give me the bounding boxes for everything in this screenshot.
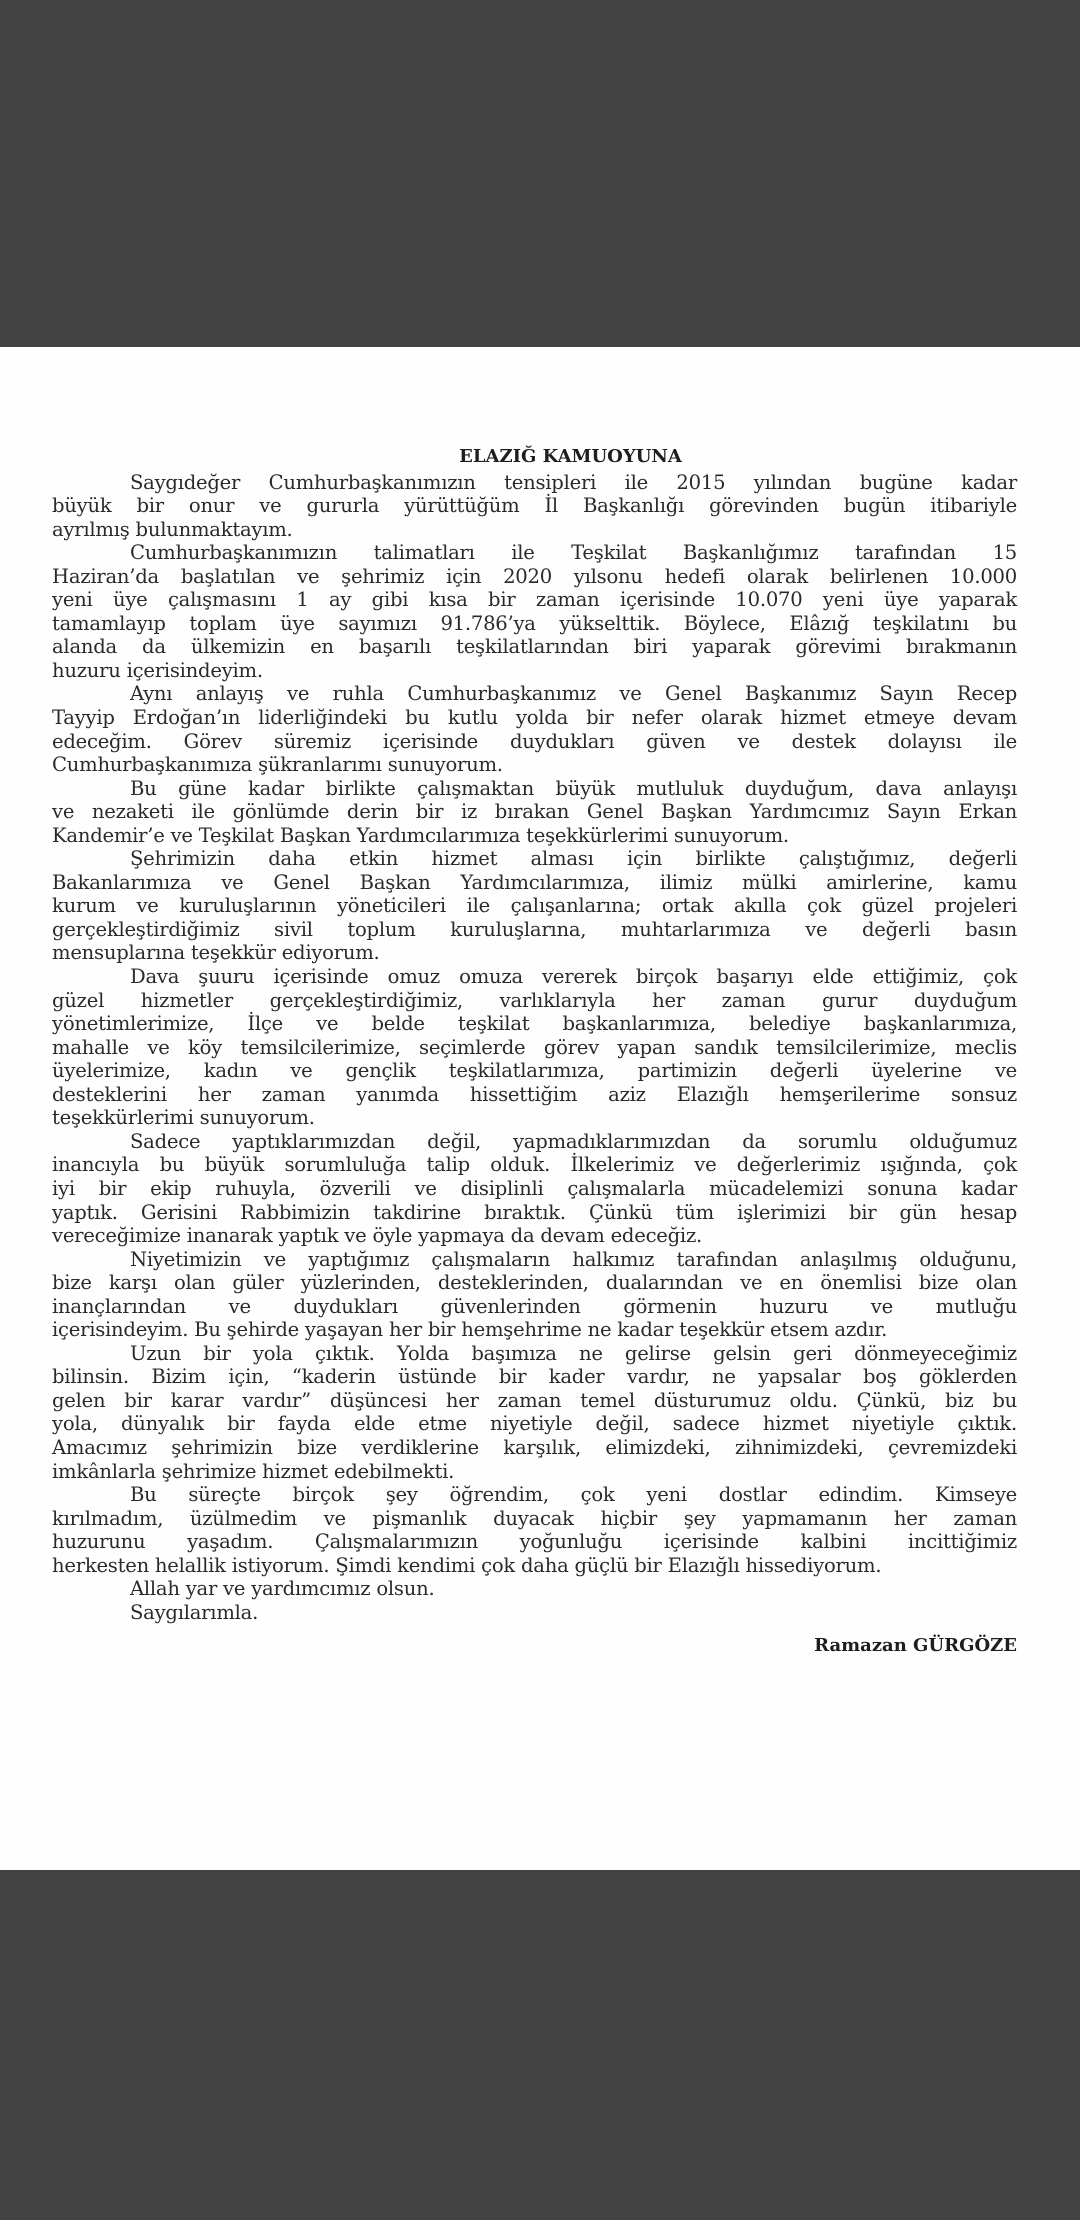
paragraph-line: vereceğimize inanarak yaptık ve öyle yapmaya da devam edeceğiz.: [52, 1224, 702, 1248]
paragraph-line: huzurunu yaşadım. Çalışmalarımızın yoğunluğu içerisinde kalbini incittiğimiz: [52, 1530, 1017, 1554]
paragraph-line: edeceğim. Görev süremiz içerisinde duydukları güven ve destek dolayısı ile: [52, 729, 1017, 753]
top-dark-band: [0, 0, 1080, 347]
paragraph-line: inançlarından ve duydukları güvenlerinden görmenin huzuru ve mutluğu: [52, 1294, 1017, 1318]
paragraph-line: gelen bir karar vardır” düşüncesi her zaman temel düsturumuz oldu. Çünkü, biz bu: [52, 1388, 1017, 1412]
document-page: [0, 347, 1080, 1870]
closing-line-2: Saygılarımla.: [130, 1600, 259, 1624]
paragraph: [52, 1483, 1017, 1577]
paragraph-line: yeni üye çalışmasını 1 ay gibi kısa bir zaman içerisinde 10.070 yeni üye yaparak: [52, 588, 1017, 612]
paragraph: [52, 471, 1017, 542]
paragraph: [52, 1248, 1017, 1342]
paragraph-line: desteklerini her zaman yanımda hissettiğim aziz Elazığlı hemşerilerime sonsuz: [52, 1082, 1017, 1106]
paragraph-line: kurum ve kuruluşlarının yöneticileri ile çalışanlarına; ortak akılla çok güzel projeleri: [52, 894, 1017, 918]
paragraph-line: Amacımız şehrimizin bize verdiklerine karşılık, elimizdeki, zihnimizdeki, çevremizdeki: [52, 1435, 1017, 1459]
paragraph-line: içerisindeyim. Bu şehirde yaşayan her bir hemşehrime ne kadar teşekkür etsem azdır.: [52, 1318, 888, 1342]
paragraph-line: ve nezaketi ile gönlümde derin bir iz bırakan Genel Başkan Yardımcımız Sayın Erkan: [52, 800, 1017, 824]
paragraph-line: Cumhurbaşkanımızın talimatları ile Teşkilat Başkanlığımız tarafından 15: [130, 541, 1017, 565]
paragraph-line: Şehrimizin daha etkin hizmet alması için birlikte çalıştığımız, değerli: [130, 847, 1017, 871]
closing-line-1: Allah yar ve yardımcımız olsun.: [130, 1577, 435, 1601]
paragraph-line: Saygıdeğer Cumhurbaşkanımızın tensipleri ile 2015 yılından bugüne kadar: [130, 470, 1017, 494]
paragraph-line: imkânlarla şehrimize hizmet edebilmekti.: [52, 1459, 455, 1483]
paragraph-line: mensuplarına teşekkür ediyorum.: [52, 941, 380, 965]
document-title: ELAZIĞ KAMUOYUNA: [459, 446, 682, 467]
paragraph-line: kırılmadım, üzülmedim ve pişmanlık duyacak hiçbir şey yapmamanın her zaman: [52, 1506, 1017, 1530]
paragraph-line: yola, dünyalık bir fayda elde etme niyetiyle değil, sadece hizmet niyetiyle çıktık.: [52, 1412, 1017, 1436]
paragraph-line: iyi bir ekip ruhuyla, özverili ve disiplinli çalışmalarla mücadelemizi sonuna kadar: [52, 1176, 1017, 1200]
document-body: [52, 445, 1017, 1658]
paragraph-line: herkesten helallik istiyorum. Şimdi kendimi çok daha güçlü bir Elazığlı hissediyorum.: [52, 1553, 882, 1577]
paragraph-line: teşekkürlerimi sunuyorum.: [52, 1106, 315, 1130]
paragraph-line: alanda da ülkemizin en başarılı teşkilatlarından biri yaparak görevimi bırakmanın: [52, 635, 1017, 659]
paragraph: [52, 847, 1017, 965]
paragraph-line: tamamlayıp toplam üye sayımızı 91.786’ya yükselttik. Böylece, Elâzığ teşkilatını bu: [52, 611, 1017, 635]
paragraph-line: mahalle ve köy temsilcilerimize, seçimlerde görev yapan sandık temsilcilerimize, meclis: [52, 1035, 1017, 1059]
bottom-dark-band: [0, 1870, 1080, 2220]
paragraph-line: bize karşı olan güler yüzlerinden, desteklerinden, dualarından ve en önemlisi bize olan: [52, 1271, 1017, 1295]
paragraph: [52, 965, 1017, 1130]
paragraph-line: huzuru içerisindeyim.: [52, 658, 263, 682]
paragraph: [52, 1342, 1017, 1483]
paragraph: [52, 682, 1017, 776]
paragraph: [52, 541, 1017, 682]
paragraph-line: Cumhurbaşkanımıza şükranlarımı sunuyorum.: [52, 753, 503, 777]
paragraph-line: Bu güne kadar birlikte çalışmaktan büyük mutluluk duyduğum, dava anlayışı: [130, 776, 1017, 800]
paragraph: [52, 777, 1017, 848]
paragraph-line: Bu süreçte birçok şey öğrendim, çok yeni dostlar edindim. Kimseye: [130, 1483, 1017, 1507]
paragraph-line: ayrılmış bulunmaktayım.: [52, 517, 293, 541]
paragraph-line: Bakanlarımıza ve Genel Başkan Yardımcılarımıza, ilimiz mülki amirlerine, kamu: [52, 870, 1017, 894]
paragraph-line: Haziran’da başlatılan ve şehrimiz için 2020 yılsonu hedefi olarak belirlenen 10.000: [52, 564, 1017, 588]
paragraph-line: Uzun bir yola çıktık. Yolda başımıza ne gelirse gelsin geri dönmeyeceğimiz: [130, 1341, 1017, 1365]
paragraph-line: büyük bir onur ve gururla yürüttüğüm İl Başkanlığı görevinden bugün itibariyle: [52, 494, 1017, 518]
paragraph-line: yaptık. Gerisini Rabbimizin takdirine bıraktık. Çünkü tüm işlerimizi bir gün hesap: [52, 1200, 1017, 1224]
paragraph-line: bilinsin. Bizim için, “kaderin üstünde bir kader vardır, ne yapsalar boş göklerden: [52, 1365, 1017, 1389]
paragraph-line: inancıyla bu büyük sorumluluğa talip olduk. İlkelerimiz ve değerlerimiz ışığında, çok: [52, 1153, 1017, 1177]
paragraph-line: Tayyip Erdoğan’ın liderliğindeki bu kutlu yolda bir nefer olarak hizmet etmeye devam: [52, 706, 1017, 730]
paragraph-line: Sadece yaptıklarımızdan değil, yapmadıklarımızdan da sorumlu olduğumuz: [130, 1129, 1017, 1153]
paragraph-line: Dava şuuru içerisinde omuz omuza vererek birçok başarıyı elde ettiğimiz, çok: [130, 965, 1017, 989]
paragraph-line: üyelerimize, kadın ve gençlik teşkilatlarımıza, partimizin değerli üyelerine ve: [52, 1059, 1017, 1083]
paragraph-line: Kandemir’e ve Teşkilat Başkan Yardımcılarımıza teşekkürlerimi sunuyorum.: [52, 823, 789, 847]
paragraph-line: yönetimlerimize, İlçe ve belde teşkilat başkanlarımıza, belediye başkanlarımıza,: [52, 1012, 1017, 1036]
paragraph-line: gerçekleştirdiğimiz sivil toplum kuruluşlarına, muhtarlarımıza ve değerli basın: [52, 917, 1017, 941]
signature: Ramazan GÜRGÖZE: [814, 1635, 1017, 1657]
paragraph-line: Aynı anlayış ve ruhla Cumhurbaşkanımız ve Genel Başkanımız Sayın Recep: [130, 682, 1017, 706]
paragraph: [52, 1130, 1017, 1248]
paragraph-line: güzel hizmetler gerçekleştirdiğimiz, varlıklarıyla her zaman gurur duyduğum: [52, 988, 1017, 1012]
paragraph-list: [52, 471, 1017, 1578]
paragraph-line: Niyetimizin ve yaptığımız çalışmaların halkımız tarafından anlaşılmış olduğunu,: [130, 1247, 1017, 1271]
